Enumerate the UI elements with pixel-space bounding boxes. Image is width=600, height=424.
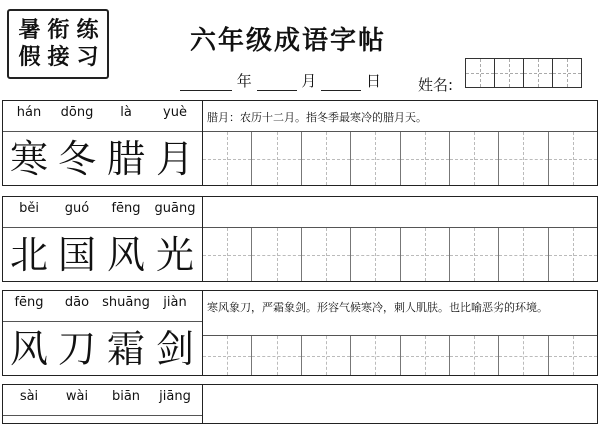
idiom-char: 国 [57,233,96,277]
date-fields [180,70,381,91]
year-label: 年 [236,72,252,90]
pinyin: sài [19,389,39,404]
practice-grid[interactable] [203,227,597,281]
name-boxes [466,58,582,88]
idiom-row [2,290,598,376]
pinyin: guāng [154,201,196,216]
pinyin: guó [64,201,90,216]
stamp-char: 假 [18,44,41,70]
idiom-char: 月 [155,137,194,181]
day-label: 日 [365,72,381,90]
name-box[interactable] [494,58,524,88]
stamp-char: 习 [76,44,99,70]
idiom-row [2,196,598,282]
practice-grid[interactable] [203,131,597,185]
pinyin: biān [111,389,141,404]
idiom-char: 刀 [57,327,96,371]
practice-grid[interactable] [203,335,597,375]
idiom-row [2,100,598,186]
pinyin: jiāng [159,389,191,404]
idiom-char: 腊 [106,137,145,181]
practice-stamp [7,9,109,79]
idiom-cell [3,197,203,281]
idiom-char: 寒 [9,137,48,181]
idiom-meaning: 腊月：农历十二月。指冬季最寒冷的腊月天。 [207,111,427,124]
month-label: 月 [301,72,317,90]
pinyin: fēng [14,295,44,310]
year-blank[interactable] [180,76,232,91]
idiom-meaning: 寒风象刀，严霜象剑。形容气候寒冷，刺人肌肤。也比喻恶劣的环境。 [207,301,548,314]
idiom-char: 北 [9,233,48,277]
stamp-char: 暑 [18,17,41,43]
pinyin: wài [65,389,89,404]
idiom-char: 霜 [106,327,145,371]
month-blank[interactable] [257,76,297,91]
pinyin: hán [16,105,42,120]
pinyin: là [120,105,132,120]
day-blank[interactable] [321,76,361,91]
pinyin: běi [19,201,39,216]
pinyin: dāo [64,295,90,310]
pinyin: fēng [111,201,141,216]
stamp-char: 接 [47,44,70,70]
idiom-cell [3,291,203,375]
idiom-char: 风 [9,327,48,371]
name-box[interactable] [523,58,553,88]
stamp-char: 练 [76,17,99,43]
page-title: 六年级成语字帖 [190,26,387,56]
idiom-cell [3,101,203,185]
idiom-char: 剑 [155,327,194,371]
stamp-char: 衔 [47,17,70,43]
idiom-row [2,384,598,424]
name-box[interactable] [552,58,582,88]
pinyin: dōng [60,105,94,120]
idiom-char: 风 [106,233,145,277]
name-label: 姓名: [418,76,454,94]
idiom-char: 光 [155,233,194,277]
pinyin: shuāng [102,295,150,310]
pinyin: yuè [163,105,187,120]
idiom-cell [3,385,203,423]
name-box[interactable] [465,58,495,88]
pinyin: jiàn [163,295,187,310]
idiom-char: 冬 [57,137,96,181]
